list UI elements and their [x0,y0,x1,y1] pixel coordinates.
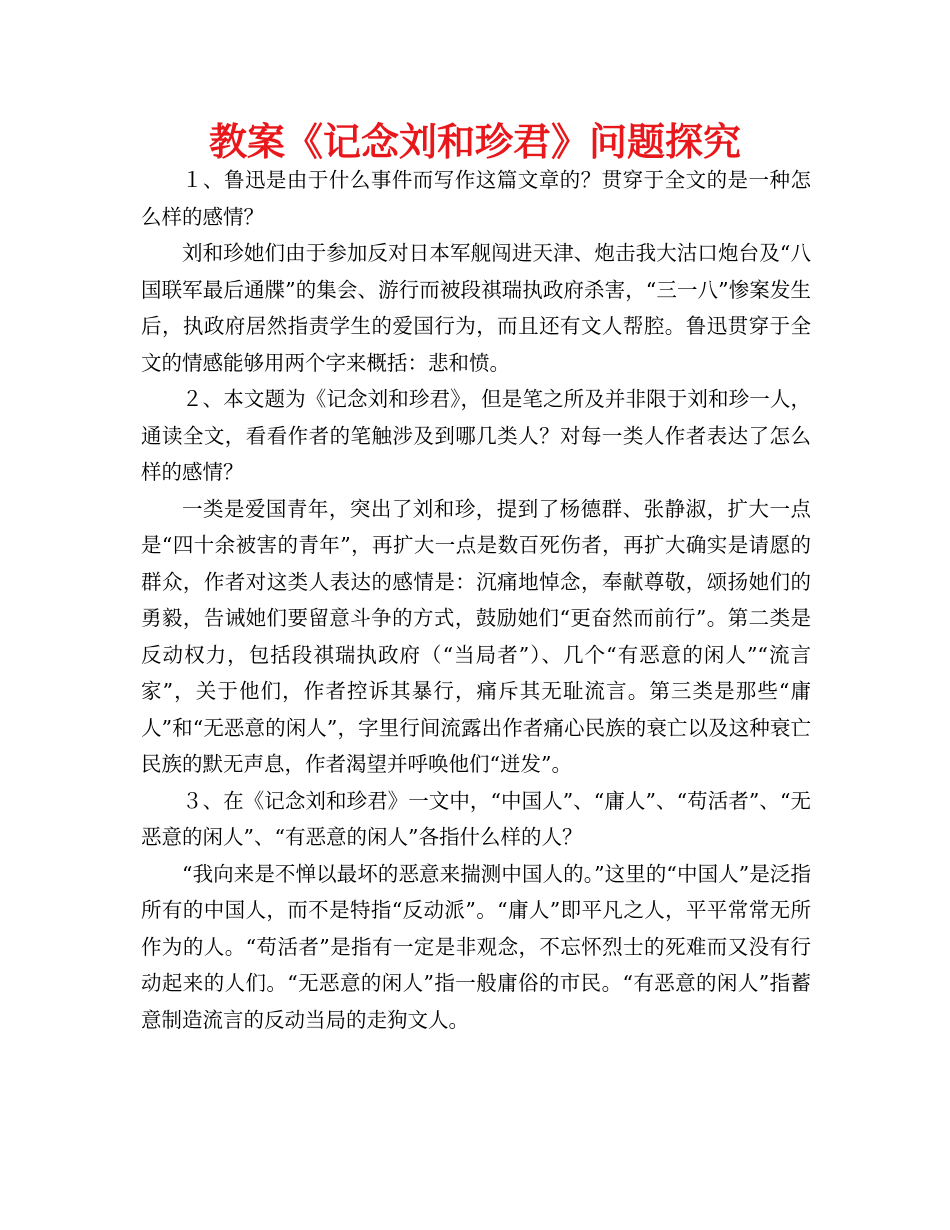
question-1: １、鲁迅是由于什么事件而写作这篇文章的？贯穿于全文的是一种怎么样的感情？ [141,168,811,229]
question-2: ２、本文题为《记念刘和珍君》，但是笔之所及并非限于刘和珍一人，通读全文，看看作者的笔触涉及到哪几类人？对每一类人作者表达了怎么样的感情？ [141,387,811,484]
page-title: 教案《记念刘和珍君》问题探究 [208,120,741,164]
document-body [141,162,811,1038]
answer-2: 一类是爱国青年，突出了刘和珍，提到了杨德群、张静淑，扩大一点是“四十余被害的青年”，再扩大一点是数百死伤者，再扩大确实是请愿的群众，作者对这类人表达的感情是：沉痛地悼念，奉献尊敬，颂扬她们的勇毅，告诫她们要留意斗争的方式，鼓励她们“更奋然而前行”。第二类是反动权力，包括段祺瑞执政府（“当局者”）、几个“有恶意的闲人”“流言家”，关于他们，作者控诉其暴行，痛斥其无耻流言。第三类是那些“庸人”和“无恶意的闲人”，字里行间流露出作者痛心民族的衰亡以及这种衰亡民族的默无声息，作者渴望并呼唤他们“迸发”。 [141,496,811,776]
answer-1: 刘和珍她们由于参加反对日本军舰闯进天津、炮击我大沽口炮台及“八国联军最后通牒”的集会、游行而被段祺瑞执政府杀害，“三一八”惨案发生后，执政府居然指责学生的爱国行为，而且还有文人帮腔。鲁迅贯穿于全文的情感能够用两个字来概括：悲和愤。 [141,241,811,375]
question-3: ３、在《记念刘和珍君》一文中，“中国人”、“庸人”、“苟活者”、“无恶意的闲人”、“有恶意的闲人”各指什么样的人？ [141,788,811,849]
answer-3: “我向来是不惮以最坏的恶意来揣测中国人的。”这里的“中国人”是泛指所有的中国人，而不是特指“反动派”。“庸人”即平凡之人，平平常常无所作为的人。“苟活者”是指有一定是非观念，不忘怀烈士的死难而又没有行动起来的人们。“无恶意的闲人”指一般庸俗的市民。“有恶意的闲人”指蓄意制造流言的反动当局的走狗文人。 [141,861,811,1032]
